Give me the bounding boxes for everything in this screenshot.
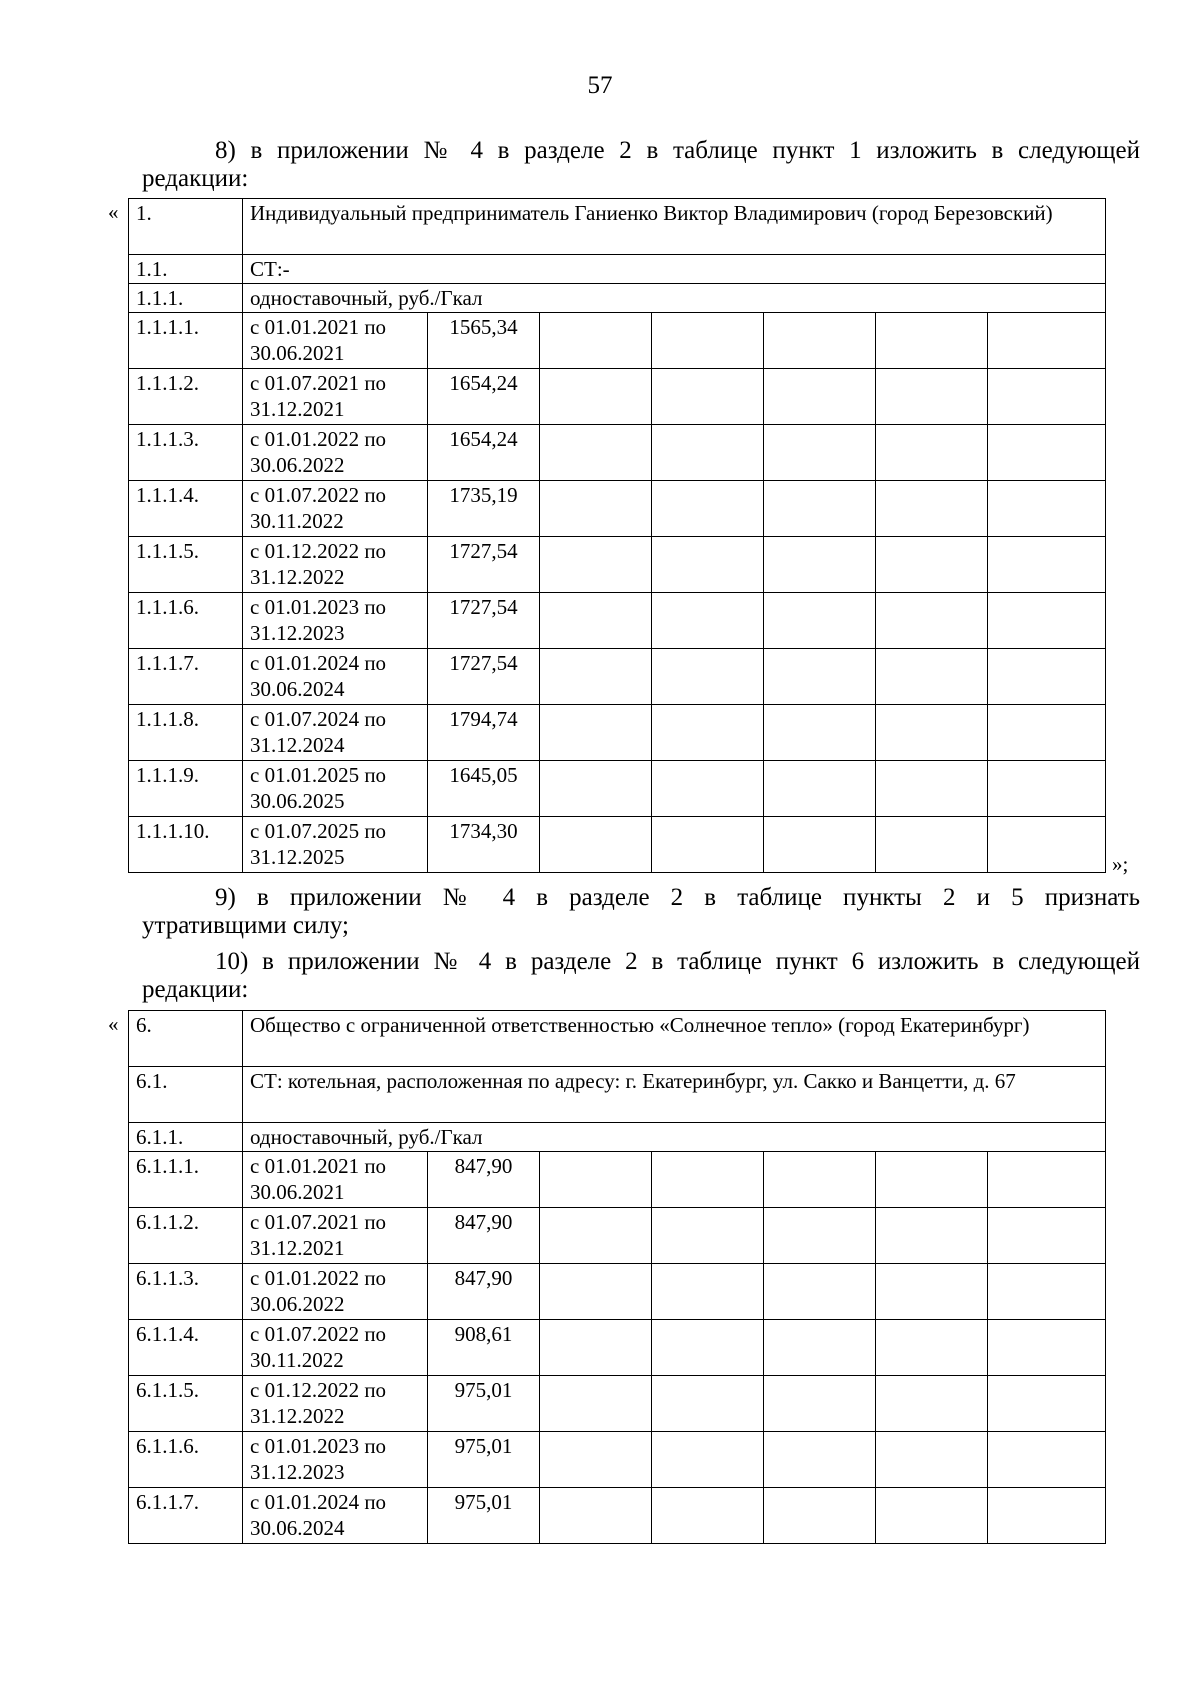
item-number: 1.1.1.4. — [129, 481, 243, 537]
empty-cell — [540, 1376, 652, 1432]
empty-cell — [652, 537, 764, 593]
closing-quote-1: »; — [1112, 852, 1129, 876]
period: с 01.01.2021 по 30.06.2021 — [243, 1152, 428, 1208]
empty-cell — [876, 593, 988, 649]
item-number: 1.1.1.1. — [129, 313, 243, 369]
rate-type: одноставочный, руб./Гкал — [243, 1123, 1106, 1152]
item-number: 1.1.1. — [129, 284, 243, 313]
tariff-value: 1654,24 — [428, 425, 540, 481]
paragraph-10-line-2: редакции: — [142, 976, 249, 1003]
empty-cell — [540, 1264, 652, 1320]
empty-cell — [652, 1264, 764, 1320]
empty-cell — [764, 1432, 876, 1488]
period: с 01.01.2021 по 30.06.2021 — [243, 313, 428, 369]
item-number: 1.1.1.8. — [129, 705, 243, 761]
empty-cell — [540, 593, 652, 649]
page-number: 57 — [587, 72, 613, 99]
table-rate-type-row — [129, 1123, 1106, 1152]
period: с 01.07.2021 по 31.12.2021 — [243, 1208, 428, 1264]
item-number: 1.1.1.3. — [129, 425, 243, 481]
paragraph-10-line-1: 10) в приложении № 4 в разделе 2 в таблице пункт 6 изложить в следующей — [215, 948, 1140, 975]
empty-cell — [876, 1432, 988, 1488]
empty-cell — [764, 369, 876, 425]
empty-cell — [540, 1432, 652, 1488]
empty-cell — [540, 649, 652, 705]
table-row — [129, 1152, 1106, 1208]
item-number: 1.1.1.2. — [129, 369, 243, 425]
table-header-row — [129, 1011, 1106, 1067]
period: с 01.01.2022 по 30.06.2022 — [243, 1264, 428, 1320]
item-number: 1.1.1.10. — [129, 817, 243, 873]
table-row — [129, 705, 1106, 761]
tariff-table-2 — [128, 1010, 1106, 1544]
table-row — [129, 1376, 1106, 1432]
tariff-table-1 — [128, 198, 1106, 873]
empty-cell — [764, 593, 876, 649]
organization-name: Общество с ограниченной ответственностью «Солнечное тепло» (город Екатеринбург) — [243, 1011, 1106, 1067]
table-system-row — [129, 255, 1106, 284]
paragraph-8 — [142, 137, 1140, 193]
tariff-value: 1735,19 — [428, 481, 540, 537]
empty-cell — [652, 1488, 764, 1544]
empty-cell — [876, 313, 988, 369]
empty-cell — [876, 1488, 988, 1544]
empty-cell — [988, 817, 1106, 873]
empty-cell — [764, 481, 876, 537]
empty-cell — [876, 1152, 988, 1208]
table-row — [129, 761, 1106, 817]
table-row — [129, 537, 1106, 593]
item-number: 6. — [129, 1011, 243, 1067]
period: с 01.07.2022 по 30.11.2022 — [243, 481, 428, 537]
empty-cell — [652, 1208, 764, 1264]
empty-cell — [652, 1152, 764, 1208]
tariff-value: 975,01 — [428, 1488, 540, 1544]
tariff-value: 1734,30 — [428, 817, 540, 873]
item-number: 6.1.1.5. — [129, 1376, 243, 1432]
empty-cell — [764, 1488, 876, 1544]
empty-cell — [764, 1264, 876, 1320]
empty-cell — [764, 425, 876, 481]
empty-cell — [652, 1432, 764, 1488]
period: с 01.07.2022 по 30.11.2022 — [243, 1320, 428, 1376]
empty-cell — [540, 1488, 652, 1544]
empty-cell — [652, 817, 764, 873]
tariff-value: 1727,54 — [428, 537, 540, 593]
tariff-value: 1794,74 — [428, 705, 540, 761]
heat-system-description: СТ: котельная, расположенная по адресу: г. Екатеринбург, ул. Сакко и Ванцетти, д. 67 — [243, 1067, 1106, 1123]
empty-cell — [764, 705, 876, 761]
table-row — [129, 369, 1106, 425]
item-number: 1.1.1.6. — [129, 593, 243, 649]
empty-cell — [652, 481, 764, 537]
paragraph-9-line-2: утративщими силу; — [142, 912, 349, 939]
empty-cell — [764, 817, 876, 873]
empty-cell — [540, 369, 652, 425]
table-row — [129, 593, 1106, 649]
empty-cell — [540, 425, 652, 481]
empty-cell — [764, 649, 876, 705]
empty-cell — [764, 313, 876, 369]
period: с 01.12.2022 по 31.12.2022 — [243, 537, 428, 593]
empty-cell — [652, 313, 764, 369]
tariff-value: 1727,54 — [428, 649, 540, 705]
item-number: 1.1.1.9. — [129, 761, 243, 817]
empty-cell — [540, 481, 652, 537]
empty-cell — [652, 649, 764, 705]
paragraph-9-line-1: 9) в приложении № 4 в разделе 2 в таблице пункты 2 и 5 признать — [215, 884, 1140, 911]
tariff-value: 847,90 — [428, 1152, 540, 1208]
heat-system-description: СТ:- — [243, 255, 1106, 284]
period: с 01.01.2023 по 31.12.2023 — [243, 593, 428, 649]
empty-cell — [652, 761, 764, 817]
item-number: 6.1.1.2. — [129, 1208, 243, 1264]
item-number: 6.1.1.6. — [129, 1432, 243, 1488]
table-system-row — [129, 1067, 1106, 1123]
empty-cell — [540, 705, 652, 761]
empty-cell — [988, 1320, 1106, 1376]
item-number: 6.1.1.7. — [129, 1488, 243, 1544]
empty-cell — [876, 761, 988, 817]
empty-cell — [652, 425, 764, 481]
rate-type: одноставочный, руб./Гкал — [243, 284, 1106, 313]
tariff-value: 1727,54 — [428, 593, 540, 649]
empty-cell — [876, 369, 988, 425]
table-row — [129, 817, 1106, 873]
table-row — [129, 1208, 1106, 1264]
table-row — [129, 1264, 1106, 1320]
empty-cell — [764, 1376, 876, 1432]
tariff-value: 975,01 — [428, 1376, 540, 1432]
empty-cell — [540, 1152, 652, 1208]
item-number: 1. — [129, 199, 243, 255]
empty-cell — [764, 537, 876, 593]
table-header-row — [129, 199, 1106, 255]
period: с 01.07.2024 по 31.12.2024 — [243, 705, 428, 761]
paragraph-8-line-2: редакции: — [142, 165, 249, 192]
empty-cell — [988, 1152, 1106, 1208]
table-row — [129, 1488, 1106, 1544]
tariff-value: 1654,24 — [428, 369, 540, 425]
empty-cell — [876, 649, 988, 705]
empty-cell — [988, 1488, 1106, 1544]
item-number: 1.1.1.7. — [129, 649, 243, 705]
item-number: 6.1.1.3. — [129, 1264, 243, 1320]
tariff-value: 975,01 — [428, 1432, 540, 1488]
empty-cell — [876, 817, 988, 873]
empty-cell — [764, 1208, 876, 1264]
empty-cell — [876, 537, 988, 593]
item-number: 1.1. — [129, 255, 243, 284]
empty-cell — [876, 1376, 988, 1432]
empty-cell — [988, 1432, 1106, 1488]
empty-cell — [988, 537, 1106, 593]
item-number: 1.1.1.5. — [129, 537, 243, 593]
empty-cell — [988, 593, 1106, 649]
paragraph-9 — [142, 884, 1140, 940]
empty-cell — [764, 1152, 876, 1208]
empty-cell — [764, 1320, 876, 1376]
opening-quote-2: « — [108, 1012, 119, 1036]
table-row — [129, 425, 1106, 481]
empty-cell — [988, 1264, 1106, 1320]
empty-cell — [988, 1376, 1106, 1432]
empty-cell — [876, 705, 988, 761]
empty-cell — [988, 761, 1106, 817]
table-row — [129, 313, 1106, 369]
period: с 01.07.2025 по 31.12.2025 — [243, 817, 428, 873]
tariff-value: 1565,34 — [428, 313, 540, 369]
empty-cell — [988, 481, 1106, 537]
tariff-value: 1645,05 — [428, 761, 540, 817]
empty-cell — [876, 481, 988, 537]
table-row — [129, 1320, 1106, 1376]
item-number: 6.1.1.4. — [129, 1320, 243, 1376]
organization-name: Индивидуальный предприниматель Ганиенко Виктор Владимирович (город Березовский) — [243, 199, 1106, 255]
table-row — [129, 649, 1106, 705]
period: с 01.01.2023 по 31.12.2023 — [243, 1432, 428, 1488]
table-row — [129, 481, 1106, 537]
empty-cell — [876, 1264, 988, 1320]
empty-cell — [988, 649, 1106, 705]
empty-cell — [988, 313, 1106, 369]
empty-cell — [652, 705, 764, 761]
tariff-value: 847,90 — [428, 1208, 540, 1264]
item-number: 6.1.1. — [129, 1123, 243, 1152]
empty-cell — [540, 1208, 652, 1264]
item-number: 6.1. — [129, 1067, 243, 1123]
period: с 01.01.2024 по 30.06.2024 — [243, 649, 428, 705]
period: с 01.12.2022 по 31.12.2022 — [243, 1376, 428, 1432]
table-rate-type-row — [129, 284, 1106, 313]
empty-cell — [540, 761, 652, 817]
tariff-value: 847,90 — [428, 1264, 540, 1320]
paragraph-8-line-1: 8) в приложении № 4 в разделе 2 в таблице пункт 1 изложить в следующей — [215, 137, 1140, 164]
empty-cell — [988, 369, 1106, 425]
paragraph-10 — [142, 948, 1140, 1004]
empty-cell — [876, 1320, 988, 1376]
empty-cell — [652, 1376, 764, 1432]
empty-cell — [988, 1208, 1106, 1264]
empty-cell — [652, 369, 764, 425]
period: с 01.07.2021 по 31.12.2021 — [243, 369, 428, 425]
empty-cell — [764, 761, 876, 817]
empty-cell — [540, 1320, 652, 1376]
item-number: 6.1.1.1. — [129, 1152, 243, 1208]
period: с 01.01.2024 по 30.06.2024 — [243, 1488, 428, 1544]
tariff-value: 908,61 — [428, 1320, 540, 1376]
opening-quote-1: « — [108, 200, 119, 224]
empty-cell — [988, 425, 1106, 481]
empty-cell — [988, 705, 1106, 761]
period: с 01.01.2022 по 30.06.2022 — [243, 425, 428, 481]
empty-cell — [876, 1208, 988, 1264]
empty-cell — [652, 1320, 764, 1376]
period: с 01.01.2025 по 30.06.2025 — [243, 761, 428, 817]
table-row — [129, 1432, 1106, 1488]
empty-cell — [540, 313, 652, 369]
empty-cell — [876, 425, 988, 481]
empty-cell — [652, 593, 764, 649]
empty-cell — [540, 537, 652, 593]
empty-cell — [540, 817, 652, 873]
